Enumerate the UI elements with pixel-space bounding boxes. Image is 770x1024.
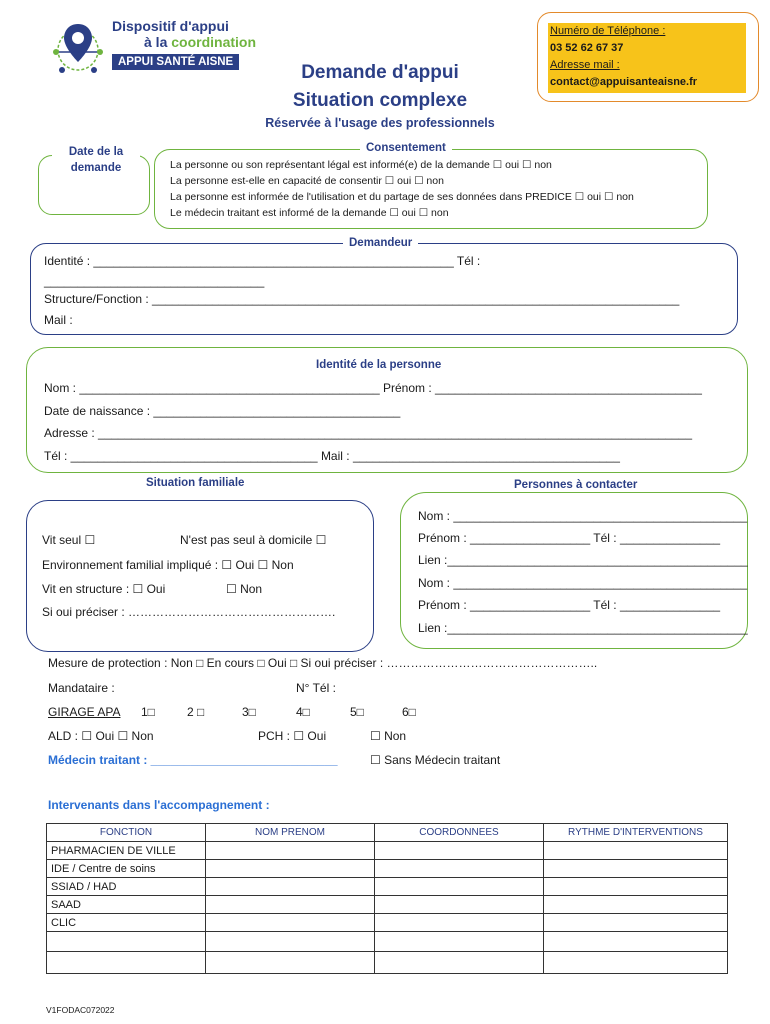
table-row: PHARMACIEN DE VILLE [47,842,728,860]
logo-mark-icon [48,16,108,78]
contact-box [537,12,759,102]
page-subtitle: Réservée à l'usage des professionnels [265,116,495,130]
table-row: CLIC [47,914,728,932]
col-fonction: FONCTION [47,824,206,842]
contacts-title: Personnes à contacter [508,479,643,491]
logo-line2: à la coordination [144,34,257,50]
situation-box [26,500,374,652]
personne-tel[interactable]: Tél : _____________________________________ Mail : ________________________________________ [44,449,620,463]
vit-seul[interactable]: Vit seul ☐ [42,533,96,547]
table-row: SSIAD / HAD [47,878,728,896]
girage-4[interactable]: 4□ [296,705,310,719]
situation-preciser[interactable]: Si oui préciser : ……………………………………………. [42,605,336,619]
consent-line-3: La personne est informée de l'utilisation et du partage de ses données dans PREDICE ☐ oui ☐ non [170,191,634,203]
mandataire[interactable]: Mandataire : [48,681,115,695]
personne-title: Identité de la personne [310,359,447,371]
table-row [47,952,728,974]
demandeur-identite-cont[interactable]: _________________________________ [44,274,265,288]
girage-5[interactable]: 5□ [350,705,364,719]
girage-3[interactable]: 3□ [242,705,256,719]
environnement[interactable]: Environnement familial impliqué : ☐ Oui ☐ Non [42,558,294,572]
demandeur-structure[interactable]: Structure/Fonction : _______________________________________________________________________________ [44,292,680,306]
situation-title: Situation familiale [140,477,250,489]
table-row [47,932,728,952]
phone-number: 03 52 62 67 37 [550,42,624,54]
pch[interactable]: PCH : ☐ Oui [258,729,327,743]
logo-banner: APPUI SANTÉ AISNE [112,54,239,70]
mesure-protection[interactable]: Mesure de protection : Non □ En cours □ Oui □ Si oui préciser : …………………………………………….. [48,656,598,670]
date-label: Date de la demande [52,144,140,176]
consent-line-1: La personne ou son représentant légal est informé(e) de la demande ☐ oui ☐ non [170,159,552,171]
girage-1[interactable]: 1□ [141,705,155,719]
medecin-traitant[interactable]: Médecin traitant : ____________________________ [48,753,338,767]
sans-medecin[interactable]: ☐ Sans Médecin traitant [370,753,501,767]
vit-structure-non[interactable]: ☐ Non [226,582,263,596]
demandeur-mail[interactable]: Mail : [44,313,73,327]
consentement-title: Consentement [360,142,452,154]
personne-naissance[interactable]: Date de naissance : _____________________________________ [44,404,401,418]
intervenants-table [46,823,728,974]
contact-line-4[interactable]: Nom : ____________________________________________ [418,576,747,590]
pch-non[interactable]: ☐ Non [370,729,407,743]
girage-label: GIRAGE APA [48,705,121,719]
page-subtitle-main: Situation complexe [292,90,468,111]
personne-nom[interactable]: Nom : _____________________________________________ Prénom : ________________________________________ [44,381,702,395]
contact-email: contact@appuisanteaisne.fr [550,76,698,88]
girage-2[interactable]: 2 □ [187,705,205,719]
personne-adresse[interactable]: Adresse : _________________________________________________________________________________________ [44,426,692,440]
contact-line-5[interactable]: Prénom : __________________ Tél : _______________ [418,598,721,612]
page-title: Demande d'appui [301,62,459,83]
col-rythme: RYTHME D'INTERVENTIONS [544,824,728,842]
logo [48,14,257,84]
consent-line-4: Le médecin traitant est informé de la demande ☐ oui ☐ non [170,207,449,219]
col-coordonnees: COORDONNEES [375,824,544,842]
logo-line1: Dispositif d'appui [112,18,229,34]
intervenants-title: Intervenants dans l'accompagnement : [48,798,270,812]
col-nom-prenom: NOM PRENOM [206,824,375,842]
ald[interactable]: ALD : ☐ Oui ☐ Non [48,729,154,743]
mandataire-tel[interactable]: N° Tél : [296,681,336,695]
contact-line-1[interactable]: Nom : ____________________________________________ [418,509,747,523]
demandeur-title: Demandeur [343,237,418,249]
demandeur-identite[interactable]: Identité : ______________________________________________________ Tél : [44,254,481,268]
contact-line-6[interactable]: Lien :_____________________________________________ [418,621,748,635]
table-row: IDE / Centre de soins [47,860,728,878]
vit-structure[interactable]: Vit en structure : ☐ Oui [42,582,166,596]
mail-label: Adresse mail : [550,59,620,71]
pas-seul[interactable]: N'est pas seul à domicile ☐ [180,533,327,547]
contact-line-2[interactable]: Prénom : __________________ Tél : _______________ [418,531,721,545]
table-row: SAAD [47,896,728,914]
girage-6[interactable]: 6□ [402,705,416,719]
footer-version: V1FODAC072022 [46,1005,115,1015]
phone-label: Numéro de Téléphone : [550,25,666,37]
contact-line-3[interactable]: Lien :_____________________________________________ [418,553,748,567]
consent-line-2: La personne est-elle en capacité de consentir ☐ oui ☐ non [170,175,444,187]
